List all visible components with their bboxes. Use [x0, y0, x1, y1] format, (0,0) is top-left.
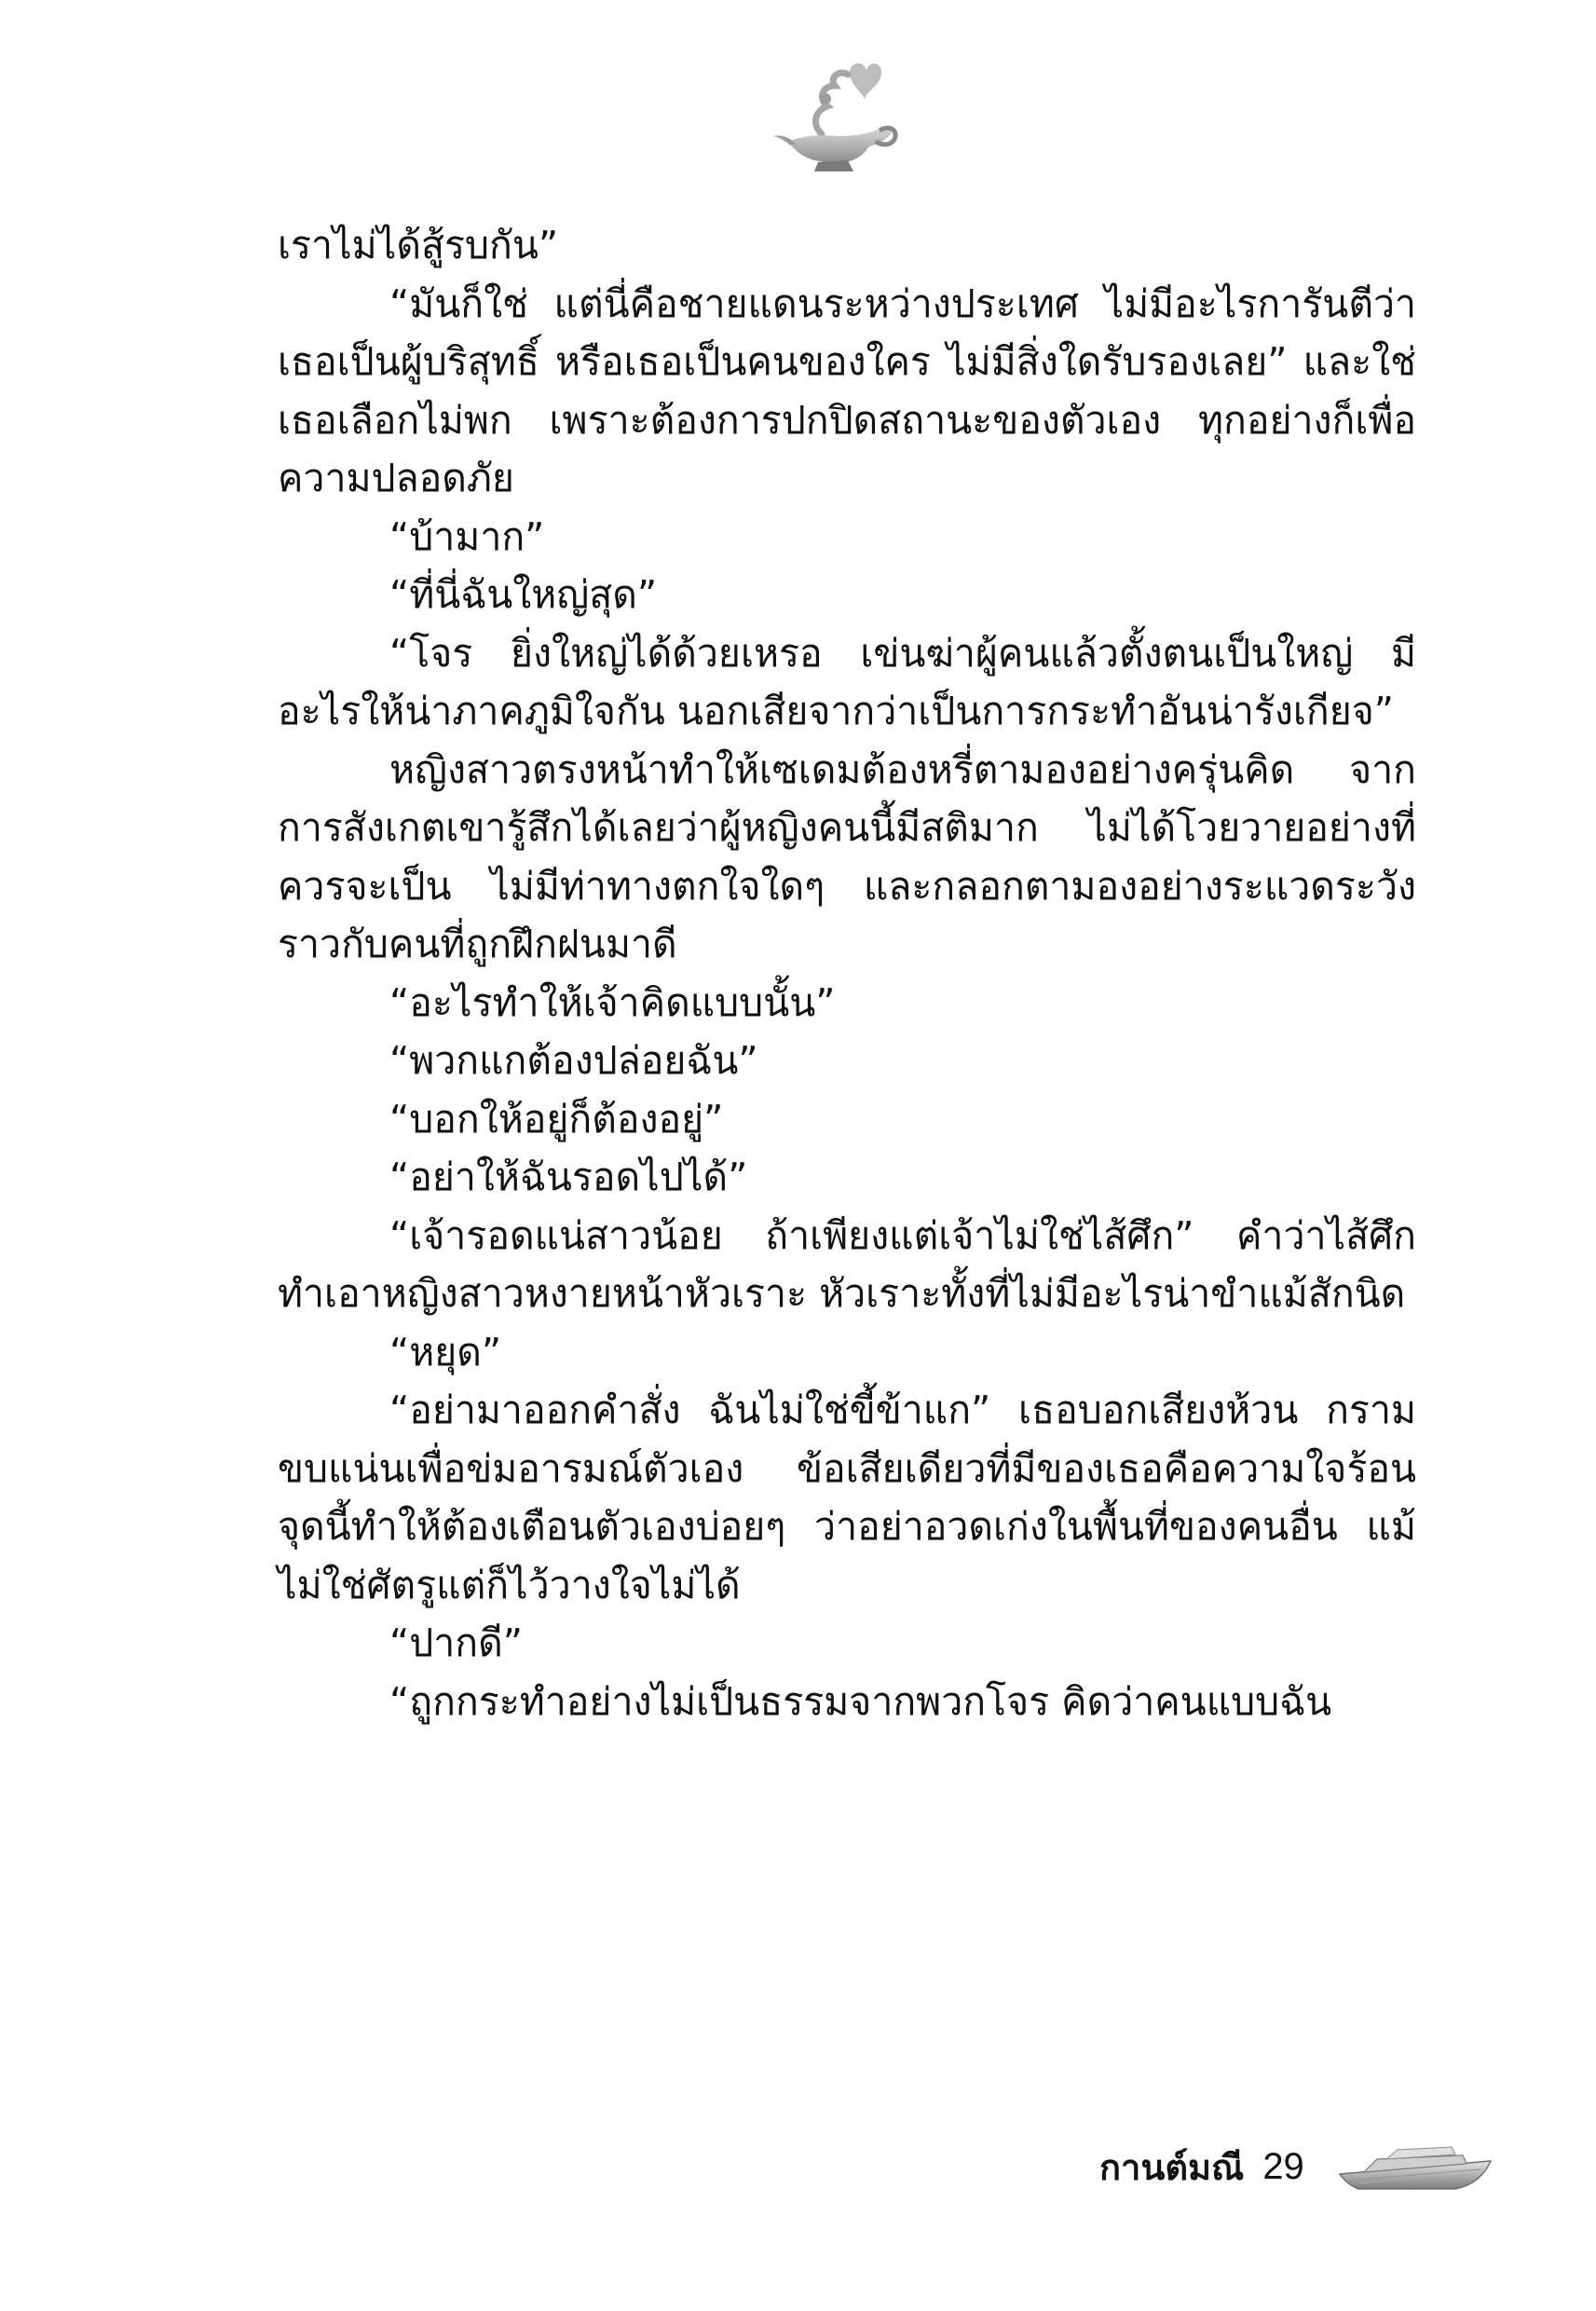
paragraph: “โจร ยิ่งใหญ่ได้ด้วยเหรอ เข่นฆ่าผู้คนแล้วตั้งตนเป็นใหญ่ มีอะไรให้น่าภาคภูมิใจกัน นอกเสียจากว่าเป็นการกระทำอันน่ารังเกียจ” [278, 630, 1416, 733]
paragraph: “ปากดี” [389, 1620, 523, 1665]
paragraph: “อย่ามาออกคำสั่ง ฉันไม่ใช่ขี้ข้าแก” เธอบอกเสียงห้วน กรามขบแน่นเพื่อข่มอารมณ์ตัวเอง ข้อเสียเดียวที่มีของเธอคือความใจร้อน จุดนี้ทำให้ต้องเตือนตัวเองบ่อยๆ ว่าอย่าอวดเก่งในพื้นที่ของคนอื่น แม้ไม่ใช่ศัตรูแต่ก็ไว้วางใจไม่ได้ [278, 1388, 1416, 1607]
running-title: กานต์มณี [1099, 2146, 1245, 2188]
paragraph: “มันก็ใช่ แต่นี่คือชายแดนระหว่างประเทศ ไม่มีอะไรการันตีว่าเธอเป็นผู้บริสุทธิ์ หรือเธอเป็นคนของใคร ไม่มีสิ่งใดรับรองเลย” และใช่ เธอเลือกไม่พก เพราะต้องการปกปิดสถานะของตัวเอง ทุกอย่างก็เพื่อความปลอดภัย [278, 280, 1416, 500]
page-number: 29 [1262, 2145, 1304, 2187]
paragraph: “บอกให้อยู่ก็ต้องอยู่” [389, 1096, 724, 1142]
paragraph: “พวกแกต้องปล่อยฉัน” [389, 1038, 758, 1083]
paragraph: “ที่นี่ฉันใหญ่สุด” [389, 572, 658, 617]
magic-lamp-heart-icon [764, 45, 904, 185]
paragraph: เราไม่ได้สู้รบกัน” [278, 223, 559, 267]
paragraph: “อะไรทำให้เจ้าคิดแบบนั้น” [389, 979, 836, 1025]
cruise-ship-icon [1336, 2139, 1494, 2195]
paragraph: “หยุด” [389, 1329, 502, 1374]
paragraph: “เจ้ารอดแน่สาวน้อย ถ้าเพียงแต่เจ้าไม่ใช่ไส้ศึก” คำว่าไส้ศึกทำเอาหญิงสาวหงายหน้าหัวเราะ หัวเราะทั้งที่ไม่มีอะไรน่าขำแม้สักนิด [278, 1212, 1416, 1316]
body-text [278, 216, 1416, 1730]
paragraph: “บ้ามาก” [389, 513, 545, 559]
paragraph: “ถูกกระทำอย่างไม่เป็นธรรมจากพวกโจร คิดว่าคนแบบฉัน [389, 1678, 1332, 1724]
page-footer [1099, 2134, 1494, 2199]
paragraph: “อย่าให้ฉันรอดไปได้” [389, 1155, 748, 1199]
paragraph: หญิงสาวตรงหน้าทำให้เซเดมต้องหรี่ตามองอย่างครุ่นคิด จากการสังเกตเขารู้สึกได้เลยว่าผู้หญิงคนนี้มีสติมาก ไม่ได้โวยวายอย่างที่ควรจะเป็น ไม่มีท่าทางตกใจใดๆ และกลอกตามองอย่างระแวดระวังราวกับคนที่ถูกฝึกฝนมาดี [278, 746, 1416, 966]
